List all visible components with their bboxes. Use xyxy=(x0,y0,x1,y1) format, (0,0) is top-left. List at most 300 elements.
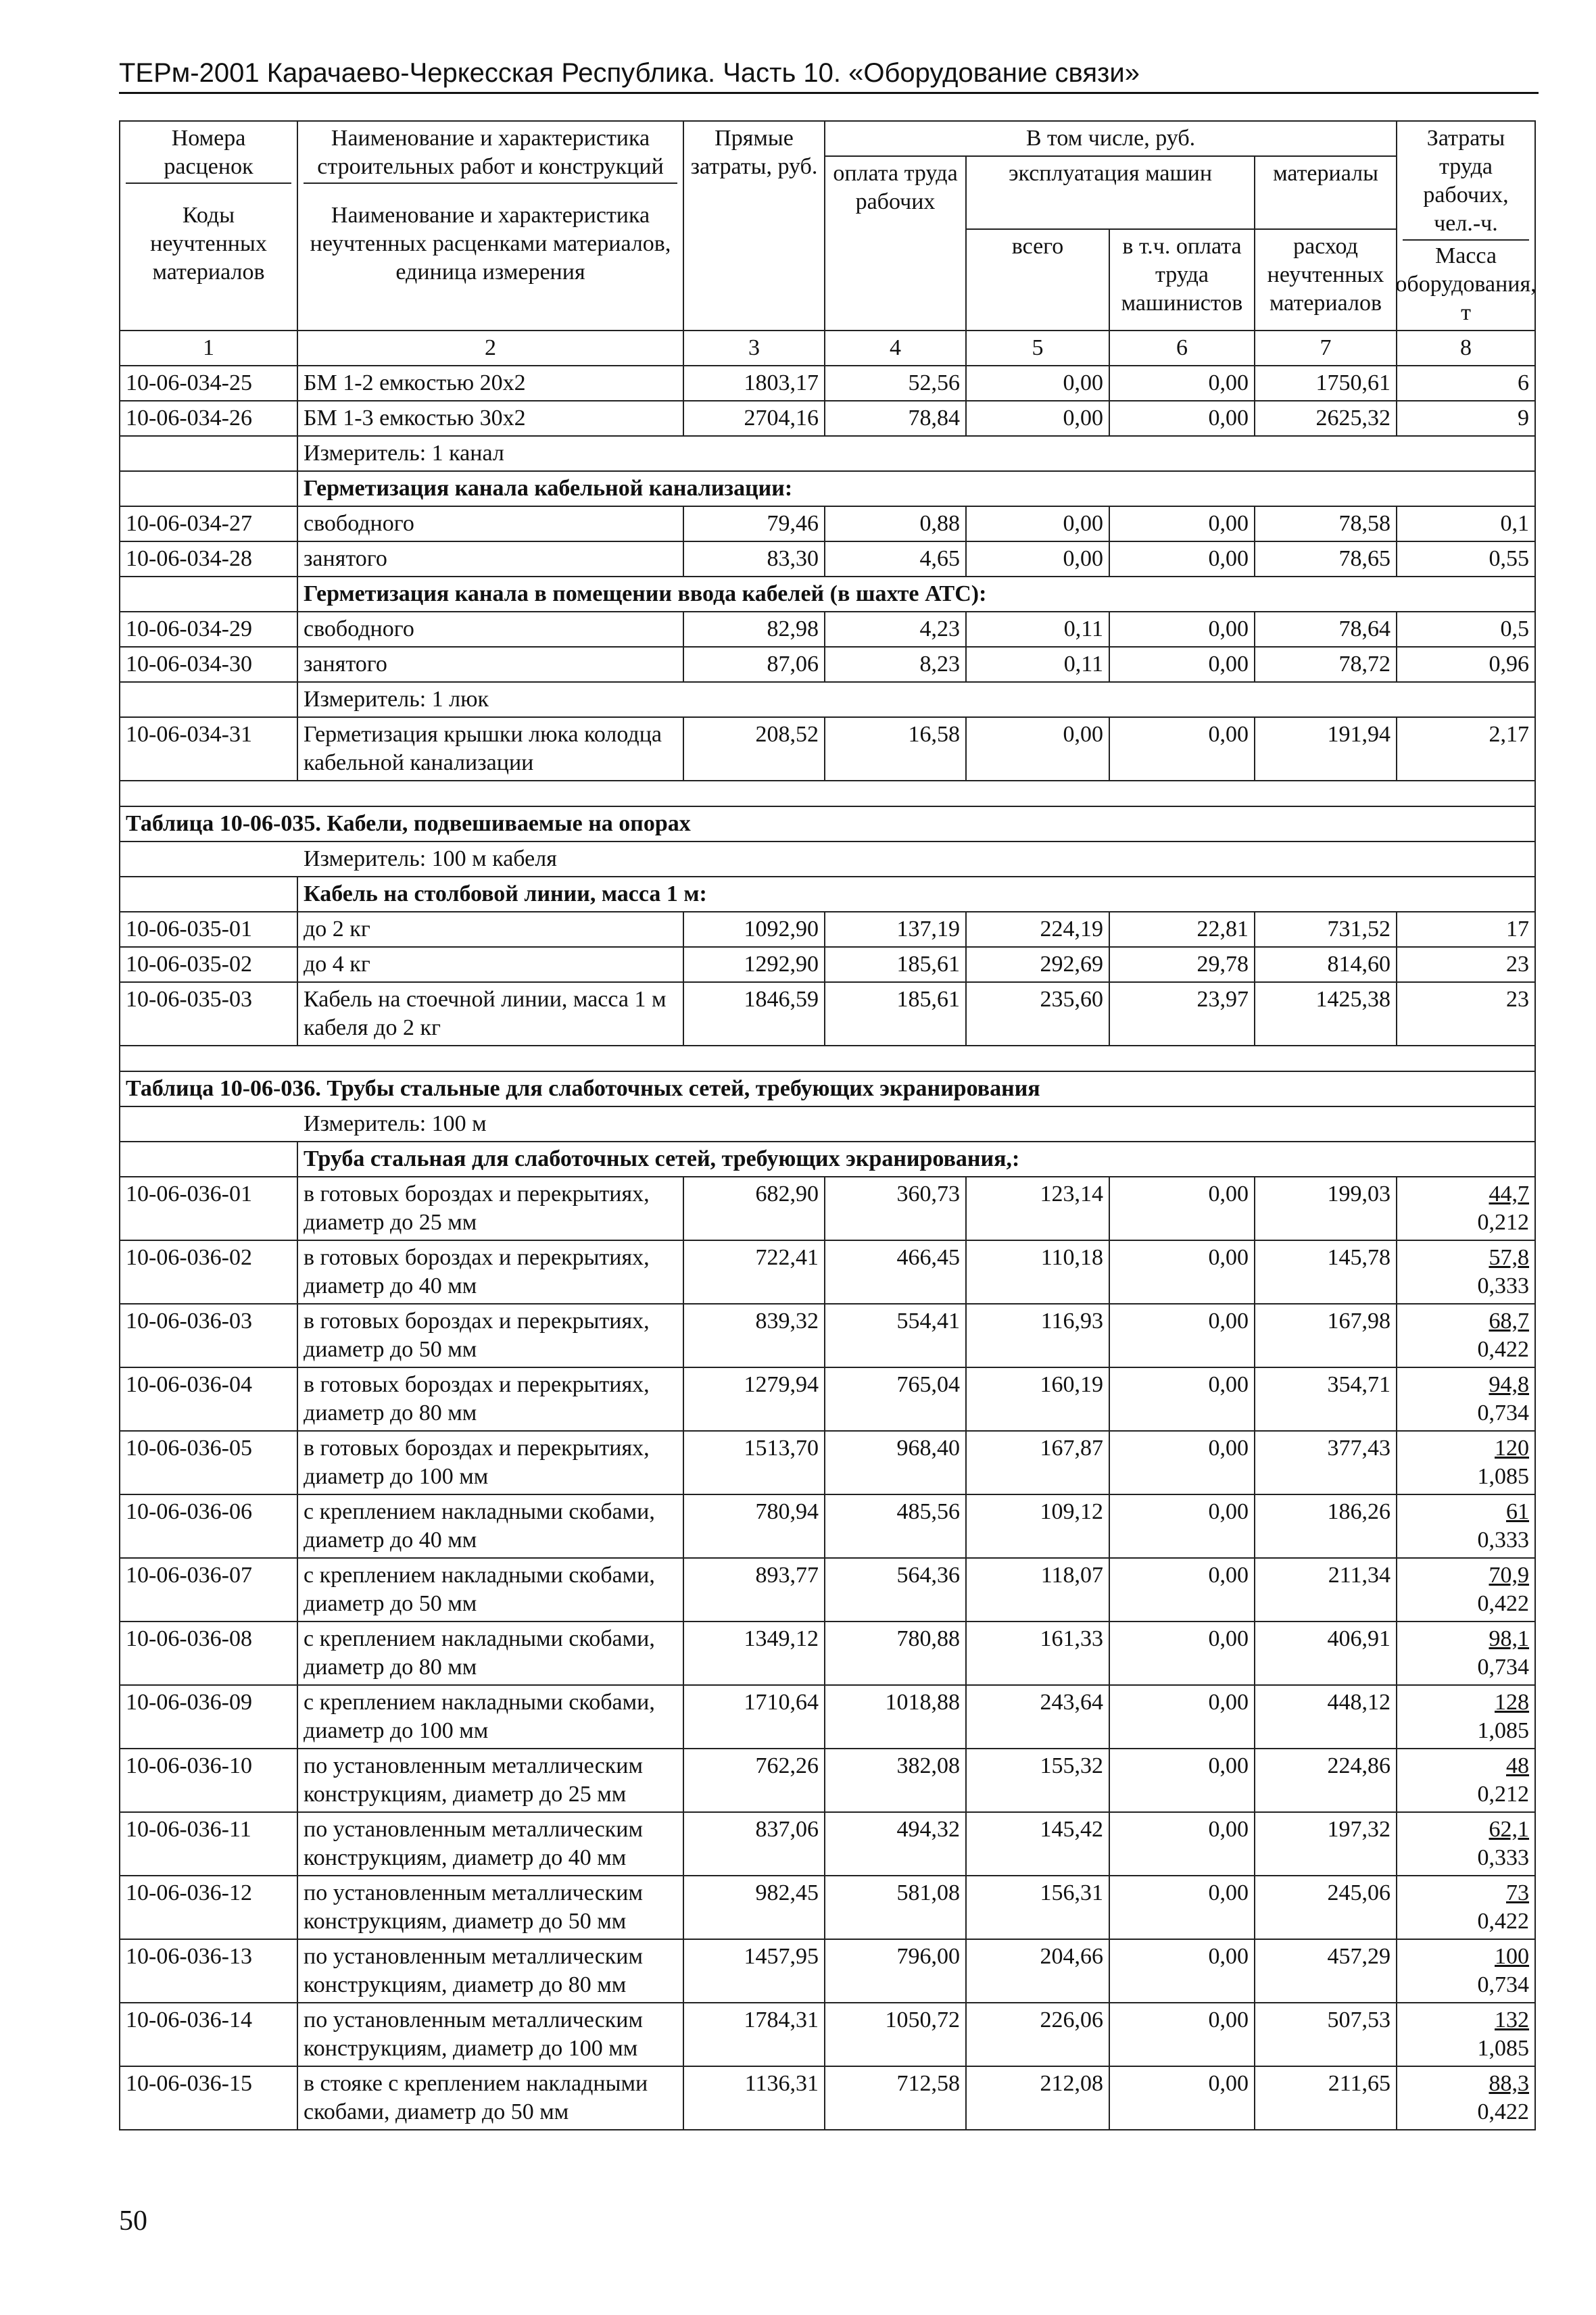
value-labor: 485,56 xyxy=(825,1494,966,1558)
equipment-mass: 0,212 xyxy=(1477,1210,1529,1235)
title-row xyxy=(120,806,1535,842)
empty-code-cell xyxy=(120,577,297,612)
spacer-cell xyxy=(120,1046,1535,1071)
measure-label: Измеритель: 100 м xyxy=(120,1106,1535,1142)
labor-hours: 70,9 xyxy=(1489,1563,1529,1588)
rate-code: 10-06-036-04 xyxy=(120,1367,297,1431)
work-name: свободного xyxy=(297,506,683,541)
col3-header: Прямые затраты, руб. xyxy=(683,121,825,331)
rate-code: 10-06-034-25 xyxy=(120,366,297,401)
group-heading: Герметизация канала кабельной канализации: xyxy=(297,471,1535,506)
labor-hours: 132 xyxy=(1495,2007,1529,2032)
col1-top-label: Номера расценок xyxy=(164,126,253,179)
value-mach-labor: 0,00 xyxy=(1109,1494,1255,1558)
value-labor: 780,88 xyxy=(825,1622,966,1685)
col8-top-label: Затраты труда рабочих, чел.-ч. xyxy=(1423,126,1509,236)
value-direct: 839,32 xyxy=(683,1304,825,1367)
value-labor: 4,65 xyxy=(825,541,966,577)
value-mach: 0,11 xyxy=(966,647,1109,682)
spacer-cell xyxy=(120,781,1535,806)
value-mat: 457,29 xyxy=(1255,1939,1397,2003)
value-mach-labor: 0,00 xyxy=(1109,1939,1255,2003)
col2-bottom-label: Наименование и характеристика неучтенных расценками материалов, единица измерения xyxy=(310,203,671,285)
value-mat: 78,64 xyxy=(1255,612,1397,647)
empty-code-cell xyxy=(120,471,297,506)
value-mat: 167,98 xyxy=(1255,1304,1397,1367)
table-row xyxy=(120,947,1535,982)
value-direct: 682,90 xyxy=(683,1177,825,1240)
rate-code: 10-06-035-03 xyxy=(120,982,297,1046)
value-mat: 245,06 xyxy=(1255,1876,1397,1939)
work-name: Герметизация крышки люка колодца кабельной канализации xyxy=(297,717,683,781)
col8-header xyxy=(1397,121,1535,331)
labor-hours: 61 xyxy=(1506,1499,1529,1524)
labor-hours: 73 xyxy=(1506,1880,1529,1905)
value-direct: 1457,95 xyxy=(683,1939,825,2003)
section-row xyxy=(120,877,1535,912)
labor-pay-header: оплата труда рабочих xyxy=(825,156,966,331)
value-direct: 1136,31 xyxy=(683,2066,825,2130)
value-mach: 0,11 xyxy=(966,612,1109,647)
labor-hours: 94,8 xyxy=(1489,1372,1529,1397)
equipment-mass: 0,422 xyxy=(1477,1337,1529,1362)
rate-code: 10-06-034-26 xyxy=(120,401,297,436)
table-row xyxy=(120,2066,1535,2130)
section-row xyxy=(120,436,1535,471)
equipment-mass: 0,734 xyxy=(1477,1400,1529,1425)
materials-header: материалы xyxy=(1255,156,1397,229)
table-row xyxy=(120,647,1535,682)
labor-hours: 68,7 xyxy=(1489,1309,1529,1334)
labor-hours: 0,96 xyxy=(1397,647,1535,682)
labor-hours: 6 xyxy=(1397,366,1535,401)
labor-hours-cell xyxy=(1397,1812,1535,1876)
rate-code: 10-06-035-02 xyxy=(120,947,297,982)
measure-label: Измеритель: 1 канал xyxy=(297,436,1535,471)
value-mach: 243,64 xyxy=(966,1685,1109,1749)
value-mach: 292,69 xyxy=(966,947,1109,982)
labor-hours-cell xyxy=(1397,1240,1535,1304)
table-row xyxy=(120,1177,1535,1240)
value-mach: 123,14 xyxy=(966,1177,1109,1240)
equipment-mass: 1,085 xyxy=(1477,1718,1529,1743)
value-mat: 2625,32 xyxy=(1255,401,1397,436)
labor-hours: 120 xyxy=(1495,1436,1529,1461)
value-mach: 155,32 xyxy=(966,1749,1109,1812)
rate-code: 10-06-036-05 xyxy=(120,1431,297,1494)
value-mach: 0,00 xyxy=(966,366,1109,401)
table-row xyxy=(120,1304,1535,1367)
work-name: по установленным металлическим конструкциям, диаметр до 100 мм xyxy=(297,2003,683,2066)
labor-hours-cell xyxy=(1397,2066,1535,2130)
table-row xyxy=(120,612,1535,647)
table-row xyxy=(120,1494,1535,1558)
equipment-mass: 0,422 xyxy=(1477,1591,1529,1616)
equipment-mass: 1,085 xyxy=(1477,1464,1529,1489)
table-row xyxy=(120,1685,1535,1749)
rate-code: 10-06-034-27 xyxy=(120,506,297,541)
labor-hours: 88,3 xyxy=(1489,2071,1529,2096)
value-labor: 52,56 xyxy=(825,366,966,401)
rate-code: 10-06-036-14 xyxy=(120,2003,297,2066)
value-mat: 224,86 xyxy=(1255,1749,1397,1812)
value-labor: 16,58 xyxy=(825,717,966,781)
value-mach-labor: 0,00 xyxy=(1109,1685,1255,1749)
value-mat: 197,32 xyxy=(1255,1812,1397,1876)
rate-code: 10-06-034-30 xyxy=(120,647,297,682)
value-mach: 116,93 xyxy=(966,1304,1109,1367)
value-mat: 211,34 xyxy=(1255,1558,1397,1622)
value-mach: 224,19 xyxy=(966,912,1109,947)
value-mach: 235,60 xyxy=(966,982,1109,1046)
work-name: до 2 кг xyxy=(297,912,683,947)
value-direct: 893,77 xyxy=(683,1558,825,1622)
labor-hours: 62,1 xyxy=(1489,1817,1529,1842)
col2-top-label: Наименование и характеристика строительных работ и конструкций xyxy=(317,126,664,179)
column-numbers-row xyxy=(120,331,1535,366)
table-row xyxy=(120,982,1535,1046)
value-mat: 507,53 xyxy=(1255,2003,1397,2066)
labor-hours-cell xyxy=(1397,1304,1535,1367)
work-name: в готовых бороздах и перекрытиях, диаметр до 40 мм xyxy=(297,1240,683,1304)
value-mat: 1425,38 xyxy=(1255,982,1397,1046)
running-header: ТЕРм-2001 Карачаево-Черкесская Республика. Часть 10. «Оборудование связи» xyxy=(119,54,1539,94)
value-labor: 1050,72 xyxy=(825,2003,966,2066)
labor-hours: 23 xyxy=(1397,947,1535,982)
value-mat: 199,03 xyxy=(1255,1177,1397,1240)
value-mach-labor: 0,00 xyxy=(1109,1812,1255,1876)
labor-hours-cell xyxy=(1397,1431,1535,1494)
value-direct: 1349,12 xyxy=(683,1622,825,1685)
value-direct: 1279,94 xyxy=(683,1367,825,1431)
machines-total-header: всего xyxy=(966,229,1109,331)
value-mach: 110,18 xyxy=(966,1240,1109,1304)
value-mach: 0,00 xyxy=(966,506,1109,541)
table-row xyxy=(120,506,1535,541)
value-mat: 731,52 xyxy=(1255,912,1397,947)
value-mach-labor: 0,00 xyxy=(1109,541,1255,577)
value-labor: 4,23 xyxy=(825,612,966,647)
title-row xyxy=(120,1071,1535,1106)
work-name: до 4 кг xyxy=(297,947,683,982)
value-mach-labor: 29,78 xyxy=(1109,947,1255,982)
value-direct: 722,41 xyxy=(683,1240,825,1304)
rate-code: 10-06-036-03 xyxy=(120,1304,297,1367)
col1-header xyxy=(120,121,297,331)
col2-header xyxy=(297,121,683,331)
equipment-mass: 0,422 xyxy=(1477,2099,1529,2124)
value-mat: 406,91 xyxy=(1255,1622,1397,1685)
value-labor: 765,04 xyxy=(825,1367,966,1431)
value-mat: 78,72 xyxy=(1255,647,1397,682)
value-labor: 581,08 xyxy=(825,1876,966,1939)
rate-code: 10-06-036-09 xyxy=(120,1685,297,1749)
value-labor: 78,84 xyxy=(825,401,966,436)
value-mach-labor: 0,00 xyxy=(1109,506,1255,541)
measure-label: Измеритель: 1 люк xyxy=(297,682,1535,717)
labor-hours: 48 xyxy=(1506,1753,1529,1778)
table-row xyxy=(120,1240,1535,1304)
value-mach: 226,06 xyxy=(966,2003,1109,2066)
value-mach: 0,00 xyxy=(966,541,1109,577)
value-mach: 156,31 xyxy=(966,1876,1109,1939)
measure-row xyxy=(120,1106,1535,1142)
rate-code: 10-06-034-29 xyxy=(120,612,297,647)
labor-hours-cell xyxy=(1397,1177,1535,1240)
work-name: с креплением накладными скобами, диаметр до 40 мм xyxy=(297,1494,683,1558)
labor-hours: 128 xyxy=(1495,1690,1529,1715)
table-row xyxy=(120,1367,1535,1431)
value-direct: 1784,31 xyxy=(683,2003,825,2066)
table-title: Таблица 10-06-035. Кабели, подвешиваемые на опорах xyxy=(120,806,1535,842)
labor-hours: 57,8 xyxy=(1489,1245,1529,1270)
value-mach-labor: 0,00 xyxy=(1109,2066,1255,2130)
value-mach-labor: 0,00 xyxy=(1109,1431,1255,1494)
rate-code: 10-06-036-06 xyxy=(120,1494,297,1558)
value-mach: 212,08 xyxy=(966,2066,1109,2130)
group-heading: Труба стальная для слаботочных сетей, требующих экранирования,: xyxy=(297,1142,1535,1177)
group-heading: Кабель на столбовой линии, масса 1 м: xyxy=(297,877,1535,912)
value-mach-labor: 0,00 xyxy=(1109,366,1255,401)
value-mach: 109,12 xyxy=(966,1494,1109,1558)
value-mach-labor: 0,00 xyxy=(1109,612,1255,647)
work-name: Кабель на стоечной линии, масса 1 м кабеля до 2 кг xyxy=(297,982,683,1046)
labor-hours: 0,1 xyxy=(1397,506,1535,541)
table-row xyxy=(120,1622,1535,1685)
rate-code: 10-06-036-07 xyxy=(120,1558,297,1622)
machines-incl-header: в т.ч. оплата труда машинистов xyxy=(1109,229,1255,331)
table-row xyxy=(120,1876,1535,1939)
value-mach-labor: 0,00 xyxy=(1109,2003,1255,2066)
empty-code-cell xyxy=(120,682,297,717)
value-direct: 1092,90 xyxy=(683,912,825,947)
value-mach-labor: 0,00 xyxy=(1109,1558,1255,1622)
value-direct: 87,06 xyxy=(683,647,825,682)
work-name: в готовых бороздах и перекрытиях, диаметр до 50 мм xyxy=(297,1304,683,1367)
value-labor: 185,61 xyxy=(825,982,966,1046)
value-direct: 79,46 xyxy=(683,506,825,541)
col-number: 8 xyxy=(1397,331,1535,366)
rate-code: 10-06-035-01 xyxy=(120,912,297,947)
empty-code-cell xyxy=(120,877,297,912)
work-name: БМ 1-2 емкостью 20х2 xyxy=(297,366,683,401)
value-labor: 185,61 xyxy=(825,947,966,982)
col-number: 2 xyxy=(297,331,683,366)
value-mat: 814,60 xyxy=(1255,947,1397,982)
value-labor: 8,23 xyxy=(825,647,966,682)
equipment-mass: 0,212 xyxy=(1477,1782,1529,1807)
table-title: Таблица 10-06-036. Трубы стальные для слаботочных сетей, требующих экранирования xyxy=(120,1071,1535,1106)
col1-bottom-label: Коды неучтенных материалов xyxy=(150,203,267,285)
value-mach: 0,00 xyxy=(966,717,1109,781)
labor-hours-cell xyxy=(1397,1685,1535,1749)
group-header: В том числе, руб. xyxy=(825,121,1397,156)
equipment-mass: 0,333 xyxy=(1477,1528,1529,1553)
value-mach-labor: 0,00 xyxy=(1109,401,1255,436)
work-name: БМ 1-3 емкостью 30х2 xyxy=(297,401,683,436)
labor-hours: 98,1 xyxy=(1489,1626,1529,1651)
labor-hours-cell xyxy=(1397,1876,1535,1939)
value-direct: 1513,70 xyxy=(683,1431,825,1494)
measure-row xyxy=(120,842,1535,877)
equipment-mass: 0,734 xyxy=(1477,1972,1529,1997)
table-row xyxy=(120,2003,1535,2066)
work-name: в готовых бороздах и перекрытиях, диаметр до 25 мм xyxy=(297,1177,683,1240)
page-number: 50 xyxy=(119,2206,147,2237)
labor-hours: 9 xyxy=(1397,401,1535,436)
equipment-mass: 0,422 xyxy=(1477,1909,1529,1934)
value-mach-labor: 0,00 xyxy=(1109,1622,1255,1685)
col-number: 6 xyxy=(1109,331,1255,366)
labor-hours: 0,55 xyxy=(1397,541,1535,577)
header-row-1 xyxy=(120,121,1535,156)
value-labor: 466,45 xyxy=(825,1240,966,1304)
value-direct: 1803,17 xyxy=(683,366,825,401)
value-labor: 968,40 xyxy=(825,1431,966,1494)
value-mat: 211,65 xyxy=(1255,2066,1397,2130)
work-name: свободного xyxy=(297,612,683,647)
value-direct: 1846,59 xyxy=(683,982,825,1046)
value-mach: 0,00 xyxy=(966,401,1109,436)
work-name: в готовых бороздах и перекрытиях, диаметр до 80 мм xyxy=(297,1367,683,1431)
work-name: занятого xyxy=(297,647,683,682)
value-direct: 1292,90 xyxy=(683,947,825,982)
value-mat: 448,12 xyxy=(1255,1685,1397,1749)
value-labor: 554,41 xyxy=(825,1304,966,1367)
value-mat: 78,65 xyxy=(1255,541,1397,577)
work-name: в стояке с креплением накладными скобами, диаметр до 50 мм xyxy=(297,2066,683,2130)
col-number: 3 xyxy=(683,331,825,366)
value-direct: 83,30 xyxy=(683,541,825,577)
rate-code: 10-06-036-01 xyxy=(120,1177,297,1240)
work-name: по установленным металлическим конструкциям, диаметр до 40 мм xyxy=(297,1812,683,1876)
value-labor: 494,32 xyxy=(825,1812,966,1876)
table-row xyxy=(120,1558,1535,1622)
labor-hours: 44,7 xyxy=(1489,1181,1529,1207)
machines-header: эксплуатация машин xyxy=(966,156,1255,229)
table-row xyxy=(120,401,1535,436)
table-row xyxy=(120,1431,1535,1494)
value-mat: 78,58 xyxy=(1255,506,1397,541)
value-direct: 762,26 xyxy=(683,1749,825,1812)
labor-hours: 17 xyxy=(1397,912,1535,947)
section-row xyxy=(120,1142,1535,1177)
equipment-mass: 1,085 xyxy=(1477,2036,1529,2061)
rate-code: 10-06-036-02 xyxy=(120,1240,297,1304)
value-mat: 145,78 xyxy=(1255,1240,1397,1304)
value-labor: 0,88 xyxy=(825,506,966,541)
value-mach-labor: 0,00 xyxy=(1109,1367,1255,1431)
value-mach-labor: 23,97 xyxy=(1109,982,1255,1046)
col-number: 7 xyxy=(1255,331,1397,366)
labor-hours-cell xyxy=(1397,1558,1535,1622)
value-labor: 796,00 xyxy=(825,1939,966,2003)
labor-hours-cell xyxy=(1397,1367,1535,1431)
labor-hours-cell xyxy=(1397,1494,1535,1558)
spacer-row xyxy=(120,781,1535,806)
value-direct: 1710,64 xyxy=(683,1685,825,1749)
labor-hours: 2,17 xyxy=(1397,717,1535,781)
work-name: занятого xyxy=(297,541,683,577)
value-mach-labor: 0,00 xyxy=(1109,1177,1255,1240)
rate-code: 10-06-036-12 xyxy=(120,1876,297,1939)
rate-code: 10-06-036-10 xyxy=(120,1749,297,1812)
value-mach: 204,66 xyxy=(966,1939,1109,2003)
value-mach-labor: 0,00 xyxy=(1109,717,1255,781)
table-row xyxy=(120,366,1535,401)
spacer-row xyxy=(120,1046,1535,1071)
value-mach-labor: 0,00 xyxy=(1109,1240,1255,1304)
rate-sheet xyxy=(119,120,1536,2130)
work-name: с креплением накладными скобами, диаметр до 50 мм xyxy=(297,1558,683,1622)
work-name: с креплением накладными скобами, диаметр до 80 мм xyxy=(297,1622,683,1685)
table-row xyxy=(120,717,1535,781)
table-body xyxy=(120,121,1535,2130)
value-mach-labor: 0,00 xyxy=(1109,647,1255,682)
labor-hours: 23 xyxy=(1397,982,1535,1046)
labor-hours: 0,5 xyxy=(1397,612,1535,647)
value-labor: 360,73 xyxy=(825,1177,966,1240)
value-direct: 82,98 xyxy=(683,612,825,647)
table-row xyxy=(120,1939,1535,2003)
rate-code: 10-06-034-31 xyxy=(120,717,297,781)
col8-bottom-label: Масса оборудования, т xyxy=(1395,243,1537,325)
labor-hours: 100 xyxy=(1495,1944,1529,1969)
rate-code: 10-06-036-13 xyxy=(120,1939,297,2003)
work-name: по установленным металлическим конструкциям, диаметр до 50 мм xyxy=(297,1876,683,1939)
rate-code: 10-06-036-11 xyxy=(120,1812,297,1876)
table-row xyxy=(120,541,1535,577)
materials-use-header: расход неучтенных материалов xyxy=(1255,229,1397,331)
col-number: 4 xyxy=(825,331,966,366)
value-mach: 118,07 xyxy=(966,1558,1109,1622)
rates-table xyxy=(119,120,1536,2130)
equipment-mass: 0,734 xyxy=(1477,1655,1529,1680)
section-row xyxy=(120,577,1535,612)
value-mach-labor: 22,81 xyxy=(1109,912,1255,947)
table-row xyxy=(120,1749,1535,1812)
rate-code: 10-06-036-08 xyxy=(120,1622,297,1685)
labor-hours-cell xyxy=(1397,2003,1535,2066)
table-row xyxy=(120,912,1535,947)
empty-code-cell xyxy=(120,1142,297,1177)
equipment-mass: 0,333 xyxy=(1477,1273,1529,1298)
value-mat: 377,43 xyxy=(1255,1431,1397,1494)
value-mat: 186,26 xyxy=(1255,1494,1397,1558)
work-name: по установленным металлическим конструкциям, диаметр до 25 мм xyxy=(297,1749,683,1812)
value-direct: 837,06 xyxy=(683,1812,825,1876)
rate-code: 10-06-034-28 xyxy=(120,541,297,577)
value-direct: 2704,16 xyxy=(683,401,825,436)
col-number: 1 xyxy=(120,331,297,366)
labor-hours-cell xyxy=(1397,1749,1535,1812)
measure-label: Измеритель: 100 м кабеля xyxy=(120,842,1535,877)
value-mach-labor: 0,00 xyxy=(1109,1876,1255,1939)
section-row xyxy=(120,471,1535,506)
value-mach: 145,42 xyxy=(966,1812,1109,1876)
value-mat: 191,94 xyxy=(1255,717,1397,781)
labor-hours-cell xyxy=(1397,1939,1535,2003)
value-labor: 137,19 xyxy=(825,912,966,947)
value-mach-labor: 0,00 xyxy=(1109,1304,1255,1367)
work-name: с креплением накладными скобами, диаметр до 100 мм xyxy=(297,1685,683,1749)
value-mach: 160,19 xyxy=(966,1367,1109,1431)
group-heading: Герметизация канала в помещении ввода кабелей (в шахте АТС): xyxy=(297,577,1535,612)
value-labor: 382,08 xyxy=(825,1749,966,1812)
value-mach: 161,33 xyxy=(966,1622,1109,1685)
equipment-mass: 0,333 xyxy=(1477,1845,1529,1870)
value-labor: 564,36 xyxy=(825,1558,966,1622)
